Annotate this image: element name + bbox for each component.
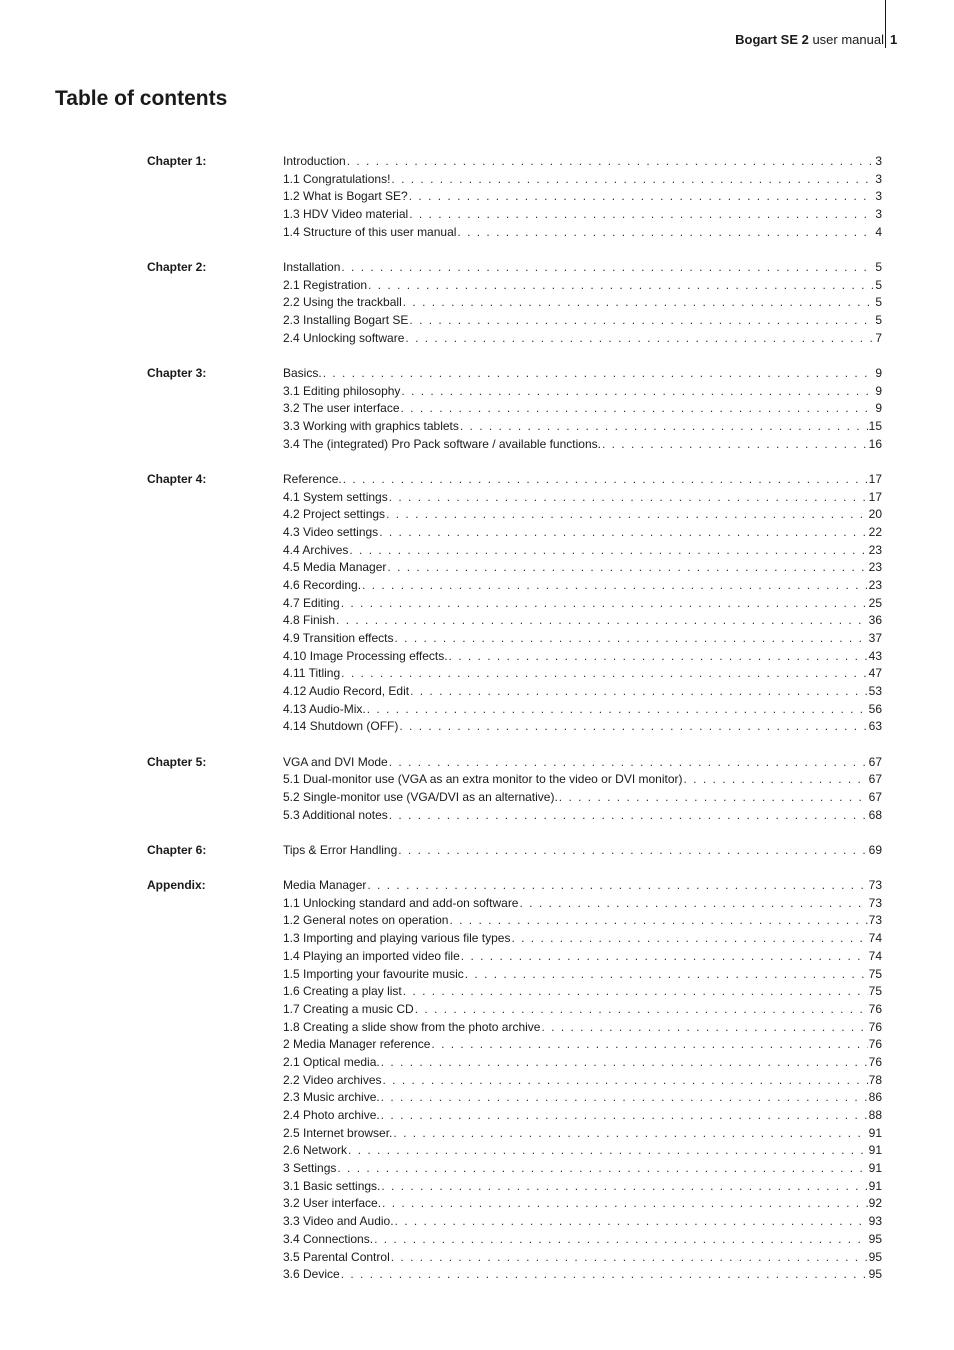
toc-entry-page: 37 [868, 631, 882, 645]
toc-entry [283, 1054, 882, 1072]
toc-entry-page: 56 [868, 701, 882, 716]
dot-leader [405, 330, 874, 348]
dot-leader [401, 400, 875, 418]
toc-entry-page: 91 [868, 1125, 882, 1140]
toc-entry [283, 294, 882, 312]
toc-entry-title: 2.3 Installing Bogart SE [283, 313, 409, 327]
toc-entry-page: 23 [868, 560, 882, 575]
toc-entry [283, 912, 882, 930]
toc-entry [283, 1036, 882, 1054]
toc-entry-page: 5 [875, 259, 882, 274]
toc-entry-title: 4.1 System settings [283, 489, 388, 504]
toc-entry-title: 4.9 Transition effects [283, 631, 394, 645]
toc-entry-page: 74 [868, 931, 882, 946]
toc-entry-title: 4.2 Project settings [283, 507, 386, 522]
toc-entry [283, 206, 882, 224]
dot-leader [391, 1249, 868, 1267]
toc-entry [283, 1231, 882, 1249]
toc-entry-title: 1.4 Structure of this user manual [283, 224, 457, 239]
toc-entry-title: 1.2 What is Bogart SE? [283, 189, 408, 204]
toc-entry [283, 506, 882, 524]
toc-section [0, 153, 954, 241]
header-product: Bogart SE 2 [735, 32, 809, 47]
toc-entry [283, 648, 882, 666]
toc-entry-title: 3.1 Editing philosophy [283, 383, 401, 398]
dot-leader [381, 1178, 867, 1196]
dot-leader [381, 1089, 868, 1107]
toc-entry-page: 4 [875, 224, 882, 239]
toc-entry-page: 92 [868, 1196, 882, 1211]
toc-entry-title: 5.2 Single-monitor use (VGA/DVI as an alternative). [283, 790, 558, 804]
toc-entry-title: 1.8 Creating a slide show from the photo archive [283, 1019, 541, 1034]
toc-entry-title: 4.10 Image Processing effects. [283, 648, 448, 663]
dot-leader [465, 966, 868, 984]
toc-entry [283, 842, 882, 860]
dot-leader [415, 1001, 868, 1019]
page-title: Table of contents [55, 87, 228, 110]
toc-entry-title: 4.5 Media Manager [283, 560, 387, 575]
toc-entry [283, 718, 882, 736]
toc-entry-page: 76 [868, 1001, 882, 1016]
dot-leader [460, 418, 868, 436]
toc-entry-list [283, 153, 882, 241]
toc-entry-page: 20 [868, 507, 882, 522]
dot-leader [341, 595, 868, 613]
toc-entry [283, 188, 882, 206]
toc-entry [283, 1107, 882, 1125]
dot-leader [349, 542, 867, 560]
toc-entry-title: 3.3 Video and Audio. [283, 1214, 394, 1229]
toc-entry-title: 1.1 Unlocking standard and add-on software [283, 895, 519, 910]
dot-leader [410, 683, 868, 701]
dot-leader [409, 312, 874, 330]
toc-entry [283, 701, 882, 719]
toc-entry-list [283, 842, 882, 860]
toc-entry-title: Basics. [283, 365, 322, 380]
toc-entry [283, 1089, 882, 1107]
running-header [735, 32, 884, 48]
toc-entry-title: Installation [283, 259, 341, 274]
toc-entry-list [283, 365, 882, 453]
toc-entry-list [283, 877, 882, 1284]
toc-entry-page: 23 [868, 542, 882, 557]
toc-entry-page: 76 [868, 1019, 882, 1034]
dot-leader [341, 665, 867, 683]
dot-leader [389, 754, 868, 772]
toc-entry-page: 16 [868, 436, 882, 451]
toc-entry-page: 93 [868, 1214, 882, 1229]
toc-entry-title: Media Manager [283, 878, 367, 893]
dot-leader [381, 1107, 868, 1125]
toc-entry-title: Tips & Error Handling [283, 842, 398, 857]
toc-entry [283, 489, 882, 507]
dot-leader [348, 1142, 868, 1160]
dot-leader [403, 983, 868, 1001]
toc-entry-page: 15 [868, 418, 882, 433]
toc-entry [283, 400, 882, 418]
toc-entry-title: 1.4 Playing an imported video file [283, 948, 460, 963]
toc-entry-page: 36 [868, 613, 882, 628]
toc-entry-page: 95 [868, 1249, 882, 1264]
toc-entry-page: 86 [868, 1090, 882, 1105]
toc-entry-title: 3.1 Basic settings. [283, 1178, 381, 1193]
toc-entry-title: 1.5 Importing your favourite music [283, 966, 464, 981]
toc-entry [283, 966, 882, 984]
chapter-label: Chapter 2: [147, 259, 207, 274]
toc-entry-title: 4.8 Finish [283, 613, 336, 628]
chapter-label: Chapter 4: [147, 471, 207, 486]
header-divider [885, 0, 886, 48]
toc-entry-title: 1.3 Importing and playing various file types [283, 931, 511, 946]
toc-entry [283, 559, 882, 577]
toc-entry-title: 2.6 Network [283, 1143, 348, 1158]
toc-entry [283, 312, 882, 330]
toc-entry-title: 2.3 Music archive. [283, 1090, 380, 1105]
toc-entry-page: 73 [868, 913, 882, 928]
toc-entry [283, 683, 882, 701]
toc-entry-page: 3 [875, 154, 882, 168]
toc-entry-title: 1.6 Creating a play list [283, 984, 402, 999]
dot-leader [381, 1054, 868, 1072]
toc-entry-title: 1.3 HDV Video material [283, 207, 409, 222]
dot-leader [389, 807, 868, 825]
toc-entry-list [283, 754, 882, 825]
toc-entry [283, 895, 882, 913]
toc-entry-page: 73 [868, 895, 882, 910]
toc-entry [283, 471, 882, 489]
toc-entry [283, 542, 882, 560]
toc-entry [283, 524, 882, 542]
dot-leader [559, 789, 868, 807]
dot-leader [449, 912, 867, 930]
toc-entry [283, 1142, 882, 1160]
chapter-label: Chapter 5: [147, 754, 207, 769]
toc-entry [283, 259, 882, 277]
toc-entry [283, 754, 882, 772]
dot-leader [323, 365, 875, 383]
toc-entry-page: 76 [868, 1054, 882, 1069]
toc-entry-page: 5 [875, 277, 882, 292]
dot-leader [401, 383, 874, 401]
toc-entry [283, 171, 882, 189]
toc-entry-title: 3.6 Device [283, 1267, 340, 1282]
toc-entry [283, 983, 882, 1001]
toc-entry-title: 3.2 User interface. [283, 1196, 382, 1211]
toc-entry-title: VGA and DVI Mode [283, 754, 388, 769]
toc-entry [283, 1266, 882, 1284]
toc-entry-title: 2.1 Registration [283, 277, 368, 292]
dot-leader [347, 153, 875, 171]
toc-entry-list [283, 259, 882, 347]
dot-leader [387, 559, 867, 577]
toc-entry-title: 3.2 The user interface [283, 401, 400, 416]
dot-leader [602, 436, 868, 454]
dot-leader [383, 1072, 868, 1090]
toc-entry [283, 595, 882, 613]
toc-entry-page: 73 [868, 878, 882, 893]
toc-entry-page: 95 [868, 1231, 882, 1246]
toc-entry [283, 807, 882, 825]
toc-section [0, 259, 954, 347]
toc-entry-page: 91 [868, 1178, 882, 1193]
toc-entry [283, 436, 882, 454]
toc-entry-title: 4.13 Audio-Mix. [283, 701, 366, 716]
dot-leader [341, 1266, 868, 1284]
toc-entry-page: 63 [868, 719, 882, 734]
dot-leader [684, 771, 868, 789]
toc-entry-page: 67 [868, 772, 882, 787]
toc-entry-page: 5 [875, 295, 882, 310]
toc-entry-page: 5 [875, 313, 882, 327]
toc-entry-title: 3.5 Parental Control [283, 1249, 390, 1264]
toc-entry-page: 53 [868, 684, 882, 699]
toc-entry-title: 4.7 Editing [283, 595, 340, 610]
toc-entry-title: 2.4 Unlocking software [283, 330, 405, 345]
toc-section [0, 471, 954, 736]
dot-leader [368, 277, 874, 295]
dot-leader [336, 612, 868, 630]
toc-entry [283, 612, 882, 630]
toc-entry-title: 4.4 Archives [283, 542, 349, 557]
dot-leader [362, 577, 868, 595]
toc-entry [283, 365, 882, 383]
toc-entry-page: 43 [868, 648, 882, 663]
dot-leader [391, 171, 874, 189]
chapter-label: Appendix: [147, 878, 206, 893]
table-of-contents [0, 153, 954, 1301]
toc-entry [283, 383, 882, 401]
dot-leader [374, 1231, 868, 1249]
toc-entry-page: 17 [868, 471, 882, 486]
dot-leader [399, 718, 867, 736]
toc-entry [283, 224, 882, 242]
toc-entry [283, 330, 882, 348]
toc-entry [283, 1178, 882, 1196]
toc-entry-page: 9 [875, 383, 882, 398]
toc-entry-title: Reference. [283, 471, 342, 486]
toc-entry [283, 771, 882, 789]
toc-entry-title: 1.7 Creating a music CD [283, 1001, 414, 1016]
toc-entry-page: 3 [875, 189, 882, 204]
toc-entry-title: 2.4 Photo archive. [283, 1108, 380, 1122]
toc-entry [283, 153, 882, 171]
toc-entry-title: 4.11 Titling [283, 666, 341, 681]
toc-entry-page: 91 [868, 1143, 882, 1158]
toc-entry [283, 577, 882, 595]
toc-entry [283, 277, 882, 295]
dot-leader [389, 489, 868, 507]
toc-entry-page: 69 [868, 842, 882, 857]
dot-leader [395, 630, 868, 648]
toc-entry-page: 7 [875, 330, 882, 345]
toc-entry [283, 1160, 882, 1178]
toc-entry-page: 75 [868, 966, 882, 981]
toc-entry-page: 76 [868, 1037, 882, 1052]
header-suffix: user manual [808, 32, 884, 47]
toc-entry-page: 91 [868, 1161, 882, 1176]
toc-entry-page: 67 [868, 754, 882, 769]
dot-leader [457, 224, 874, 242]
toc-entry [283, 877, 882, 895]
toc-entry-title: 5.3 Additional notes [283, 807, 388, 822]
toc-section [0, 365, 954, 453]
chapter-label: Chapter 6: [147, 842, 207, 857]
toc-entry-title: 1.2 General notes on operation [283, 913, 449, 928]
toc-entry-page: 74 [868, 948, 882, 963]
toc-entry-title: Introduction [283, 154, 346, 168]
toc-entry-title: 3.3 Working with graphics tablets [283, 418, 459, 433]
dot-leader [382, 1195, 868, 1213]
toc-entry-title: 2.5 Internet browser. [283, 1125, 393, 1140]
dot-leader [337, 1160, 867, 1178]
toc-entry-page: 17 [868, 489, 882, 504]
toc-entry [283, 1125, 882, 1143]
toc-entry-page: 9 [875, 365, 882, 380]
toc-entry-page: 75 [868, 984, 882, 999]
toc-entry-page: 3 [875, 171, 882, 186]
toc-entry-page: 68 [868, 807, 882, 822]
dot-leader [393, 1125, 867, 1143]
toc-entry [283, 1072, 882, 1090]
dot-leader [461, 948, 868, 966]
toc-entry-page: 78 [868, 1072, 882, 1087]
toc-entry [283, 665, 882, 683]
dot-leader [519, 895, 867, 913]
toc-entry [283, 630, 882, 648]
toc-entry-page: 67 [868, 790, 882, 804]
toc-entry-title: 3 Settings [283, 1161, 337, 1176]
toc-entry [283, 1019, 882, 1037]
dot-leader [379, 524, 867, 542]
toc-section [0, 754, 954, 825]
toc-entry-title: 2 Media Manager reference [283, 1037, 431, 1052]
toc-entry-title: 4.12 Audio Record, Edit [283, 684, 410, 699]
toc-entry-title: 4.14 Shutdown (OFF) [283, 719, 399, 734]
dot-leader [343, 471, 868, 489]
toc-entry [283, 1249, 882, 1267]
toc-entry-title: 3.4 The (integrated) Pro Pack software / available functions. [283, 436, 601, 451]
toc-entry [283, 789, 882, 807]
chapter-label: Chapter 1: [147, 154, 207, 168]
dot-leader [398, 842, 867, 860]
toc-entry-page: 88 [868, 1108, 882, 1122]
toc-entry [283, 930, 882, 948]
toc-entry [283, 1001, 882, 1019]
dot-leader [395, 1213, 868, 1231]
toc-entry-title: 5.1 Dual-monitor use (VGA as an extra monitor to the video or DVI monitor) [283, 772, 683, 787]
toc-entry-page: 22 [868, 524, 882, 539]
toc-section [0, 877, 954, 1284]
toc-entry-page: 23 [868, 577, 882, 592]
toc-entry-page: 25 [868, 595, 882, 610]
toc-section [0, 842, 954, 860]
dot-leader [367, 701, 868, 719]
dot-leader [367, 877, 867, 895]
toc-entry-title: 2.2 Video archives [283, 1072, 382, 1087]
dot-leader [409, 206, 874, 224]
toc-entry [283, 948, 882, 966]
dot-leader [386, 506, 868, 524]
dot-leader [511, 930, 867, 948]
dot-leader [431, 1036, 867, 1054]
dot-leader [403, 294, 875, 312]
toc-entry-page: 47 [868, 666, 882, 681]
dot-leader [341, 259, 874, 277]
toc-entry-title: 4.6 Recording. [283, 577, 362, 592]
page-number: 1 [890, 32, 898, 47]
toc-entry-title: 4.3 Video settings [283, 524, 379, 539]
dot-leader [541, 1019, 867, 1037]
dot-leader [449, 648, 868, 666]
toc-entry-title: 2.1 Optical media. [283, 1054, 380, 1069]
chapter-label: Chapter 3: [147, 365, 207, 380]
toc-entry-page: 95 [868, 1267, 882, 1282]
dot-leader [409, 188, 875, 206]
toc-entry-title: 2.2 Using the trackball [283, 295, 402, 310]
toc-entry-title: 3.4 Connections. [283, 1231, 374, 1246]
toc-entry-page: 9 [875, 401, 882, 416]
toc-entry-page: 3 [875, 207, 882, 222]
toc-entry-title: 1.1 Congratulations! [283, 171, 391, 186]
toc-entry [283, 418, 882, 436]
toc-entry [283, 1213, 882, 1231]
toc-entry [283, 1195, 882, 1213]
toc-entry-list [283, 471, 882, 736]
